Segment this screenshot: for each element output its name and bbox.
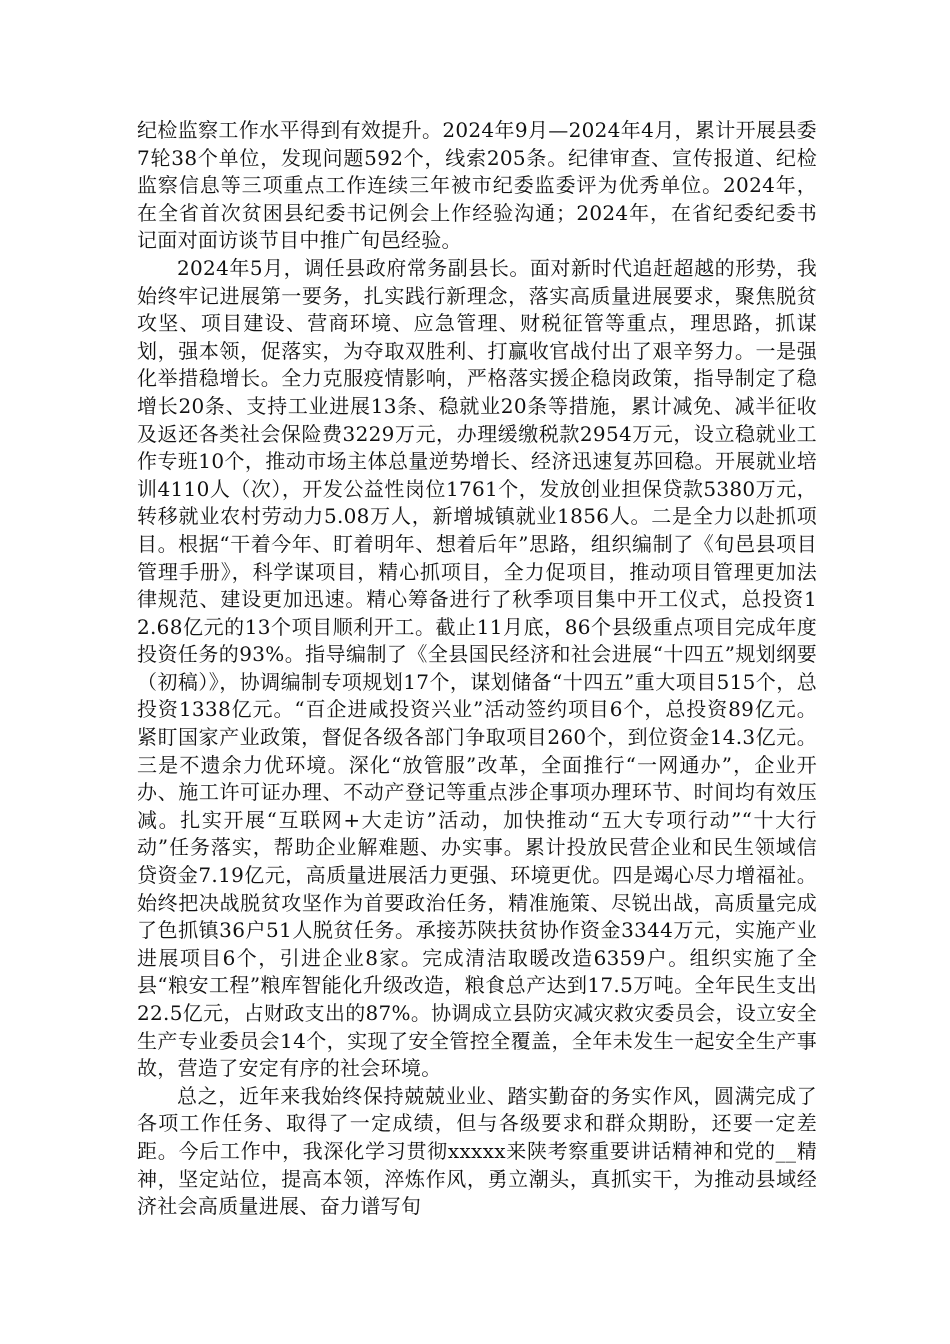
paragraph-discipline-inspection: 纪检监察工作水平得到有效提升。2024年9月—2024年4月，累计开展县委7轮38个单位，发现问题592个，线索205条。纪律审查、宣传报道、纪检监察信息等三项重点工作连续三年被市纪委监委评为优秀单位。2024年，在全省首次贫困县纪委书记例会上作经验沟通；2024年，在省纪委纪委书记面对面访谈节目中推广旬邑经验。 (137, 118, 817, 253)
document-body (137, 117, 817, 1221)
paragraph-deputy-county-head-work: 2024年5月，调任县政府常务副县长。面对新时代追赶超越的形势，我始终牢记进展第一要务，扎实践行新理念，落实高质量进展要求，聚焦脱贫攻坚、项目建设、营商环境、应急管理、财税征管等重点，理思路，抓谋划，强本领，促落实，为夺取双胜利、打赢收官战付出了艰辛努力。一是强化举措稳增长。全力克服疫情影响，严格落实援企稳岗政策，指导制定了稳增长20条、支持工业进展13条、稳就业20条等措施，累计减免、减半征收及返还各类社会保险费3229万元，办理缓缴税款2954万元，设立稳就业工作专班10个，推动市场主体总量逆势增长、经济迅速复苏回稳。开展就业培训4110人（次），开发公益性岗位1761个，发放创业担保贷款5380万元，转移就业农村劳动力5.08万人，新增城镇就业1856人。二是全力以赴抓项目。根据“干着今年、盯着明年、想着后年”思路，组织编制了《旬邑县项目管理手册》，科学谋项目，精心抓项目，全力促项目，推动项目管理更加法律规范、建设更加迅速。精心筹备进行了秋季项目集中开工仪式，总投资12.68亿元的13个项目顺利开工。截止11月底，86个县级重点项目完成年度投资任务的93%。指导编制了《全县国民经济和社会进展“十四五”规划纲要（初稿）》，协调编制专项规划17个，谋划储备“十四五”重大项目515个，总投资1338亿元。“百企进咸投资兴业”活动签约项目6个，总投资89亿元。紧盯国家产业政策，督促各级各部门争取项目260个，到位资金14.3亿元。三是不遗余力优环境。深化“放管服”改革，全面推行“一网通办”，企业开办、施工许可证办理、不动产登记等重点涉企事项办理环节、时间均有效压减。扎实开展“互联网+大走访”活动，加快推动“五大专项行动”“十大行动”任务落实，帮助企业解难题、办实事。累计投放民营企业和民生领域信贷资金7.19亿元，高质量进展活力更强、环境更优。四是竭心尽力增福祉。始终把决战脱贫攻坚作为首要政治任务，精准施策、尽锐出战，高质量完成了色抓镇36户51人脱贫任务。承接苏陕扶贫协作资金3344万元，实施产业进展项目6个，引进企业8家。完成清洁取暖改造6359户。组织实施了全县“粮安工程”粮库智能化升级改造，粮食总产达到17.5万吨。全年民生支出22.5亿元，占财政支出的87%。协调成立县防灾减灾救灾委员会，设立安全生产专业委员会14个，实现了安全管控全覆盖，全年未发生一起安全生产事故，营造了安定有序的社会环境。 (137, 255, 817, 1081)
paragraph-summary: 总之，近年来我始终保持兢兢业业、踏实勤奋的务实作风，圆满完成了各项工作任务、取得了一定成绩，但与各级要求和群众期盼，还要一定差距。今后工作中，我深化学习贯彻xxxxx来陕考察重要讲话精神和党的__精神，坚定站位，提高本领，淬炼作风，勇立潮头，真抓实干，为推动县域经济社会高质量进展、奋力谱写旬 (137, 1083, 817, 1219)
